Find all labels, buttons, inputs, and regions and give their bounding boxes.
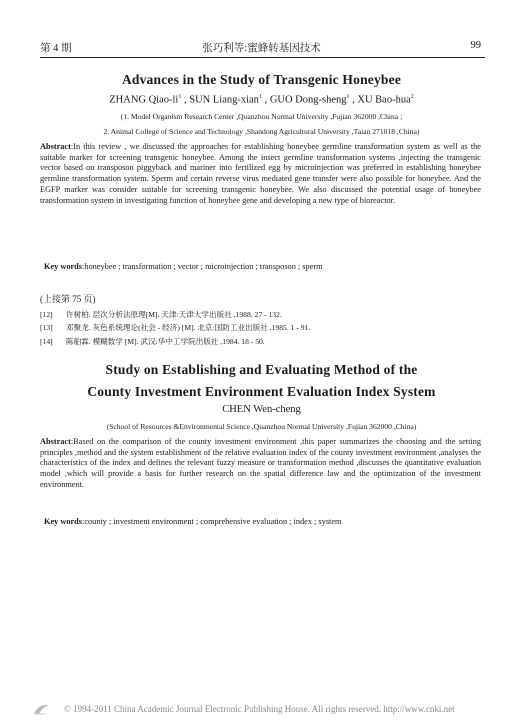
author-name: GUO Dong-sheng <box>269 94 347 106</box>
article1-affiliation-2: 2. Animal College of Science and Technology ,Shandong Agricultural University ,Taian 271018 ,China) <box>103 127 420 136</box>
author-sep: , <box>181 94 187 106</box>
author-name: XU Bao-hua <box>357 94 411 106</box>
reference-item <box>40 322 310 333</box>
author-sup: 1 <box>258 94 262 100</box>
author-name: ZHANG Qiao-li <box>109 94 179 106</box>
reference-number: [14] <box>40 337 53 346</box>
abstract-label: Abstract <box>40 142 71 151</box>
author-sup: 2 <box>410 94 414 100</box>
running-header <box>40 40 483 56</box>
reference-number: [13] <box>40 323 53 332</box>
publisher-logo-icon <box>32 702 50 716</box>
keywords-label: Key words <box>44 262 83 271</box>
reference-text: 许树柏. 层次分析法原理[M]. 天津:天津大学出版社 ,1988. 27 - 132. <box>66 310 282 319</box>
issue-number: 第 4 期 <box>40 43 72 54</box>
reference-text: 邓聚龙. 灰色系统理论(社会 - 经济) [M]. 北京:国防工业出版社 ,1985. 1 - 91. <box>66 323 311 332</box>
reference-item <box>40 336 265 347</box>
header-rule <box>40 57 485 58</box>
reference-item <box>40 309 282 320</box>
reference-number: [12] <box>40 310 53 319</box>
copyright-footer <box>28 704 523 718</box>
article2-title-line2: County Investment Environment Evaluation Index System <box>87 384 436 399</box>
reference-text: 陈舶霖. 模糊数学 [M]. 武汉:华中工学院出版社 ,1984. 18 - 50. <box>66 337 265 346</box>
article1-affiliation-1: (1. Model Organism Research Center ,Quanzhou Normal University ,Fujian 362000 ,China ; <box>120 112 403 121</box>
keywords-text: :honeybee ; transformation ; vector ; microinjection ; transposon ; sperm <box>82 262 323 271</box>
abstract-text: :In this review , we discussed the approaches for establishing honeybee germline transformation system as well as the suitable marker for screening transgenic honeybee. Among the insect germline transformation systems ,injecting the transgenic vector based on transposon piggyback and mariner into fertilized egg by microinjection was preferred in establishing honeybee germline transformation system. Sperm and certain reverse virus mediated gene transfer were also possible for honeybee. And the EGFP marker was consider suitable for screening transgenic honeybee. We also discussed the potential usage of honeybee transformation system in investigating function of honeybee gene and developing a new type of bioreactor. <box>40 142 481 205</box>
article2-keywords <box>44 517 341 526</box>
article2-abstract <box>40 437 481 491</box>
running-title: 张巧利等:蜜蜂转基因技术 <box>202 43 321 54</box>
article2-title-line1: Study on Establishing and Evaluating Method of the <box>105 362 418 377</box>
article1-authors <box>0 94 523 106</box>
author-sep: , <box>349 94 355 106</box>
abstract-text: :Based on the comparison of the county investment environment ,this paper summarizes the choosing and the setting principles ,method and the system establishment of the relative evaluation index of the county investment environment ,analyses the characteristics of the index and defines the relevant fuzzy measure or transformation method ,discusses the quantitative evaluation model ,which will provide a basis for further research on the spatial difference law and the optimization of the investment environment. <box>40 437 481 489</box>
author-sep: , <box>261 94 268 106</box>
continuation-label: (上接第 75 页) <box>40 294 96 304</box>
article1-abstract <box>40 142 481 206</box>
author-sup: 1 <box>178 94 182 100</box>
article2-author: CHEN Wen-cheng <box>222 404 301 415</box>
article1-title: Advances in the Study of Transgenic Honeybee <box>121 72 402 87</box>
page-number: 99 <box>470 40 481 51</box>
keywords-label: Key words <box>44 517 83 526</box>
copyright-text: © 1994-2011 China Academic Journal Electronic Publishing House. All rights reserved. http://www.cnki.net <box>64 704 455 714</box>
author-name: SUN Liang-xian <box>189 94 259 106</box>
author-sup: 1 <box>346 94 350 100</box>
article1-keywords <box>44 262 323 271</box>
abstract-label: Abstract <box>40 437 71 446</box>
keywords-text: :county ; investment environment ; comprehensive evaluation ; index ; system <box>82 517 342 526</box>
article2-affiliation: (School of Resources &Environmental Science ,Quanzhou Normal University ,Fujian 362000 ,China) <box>106 422 417 431</box>
